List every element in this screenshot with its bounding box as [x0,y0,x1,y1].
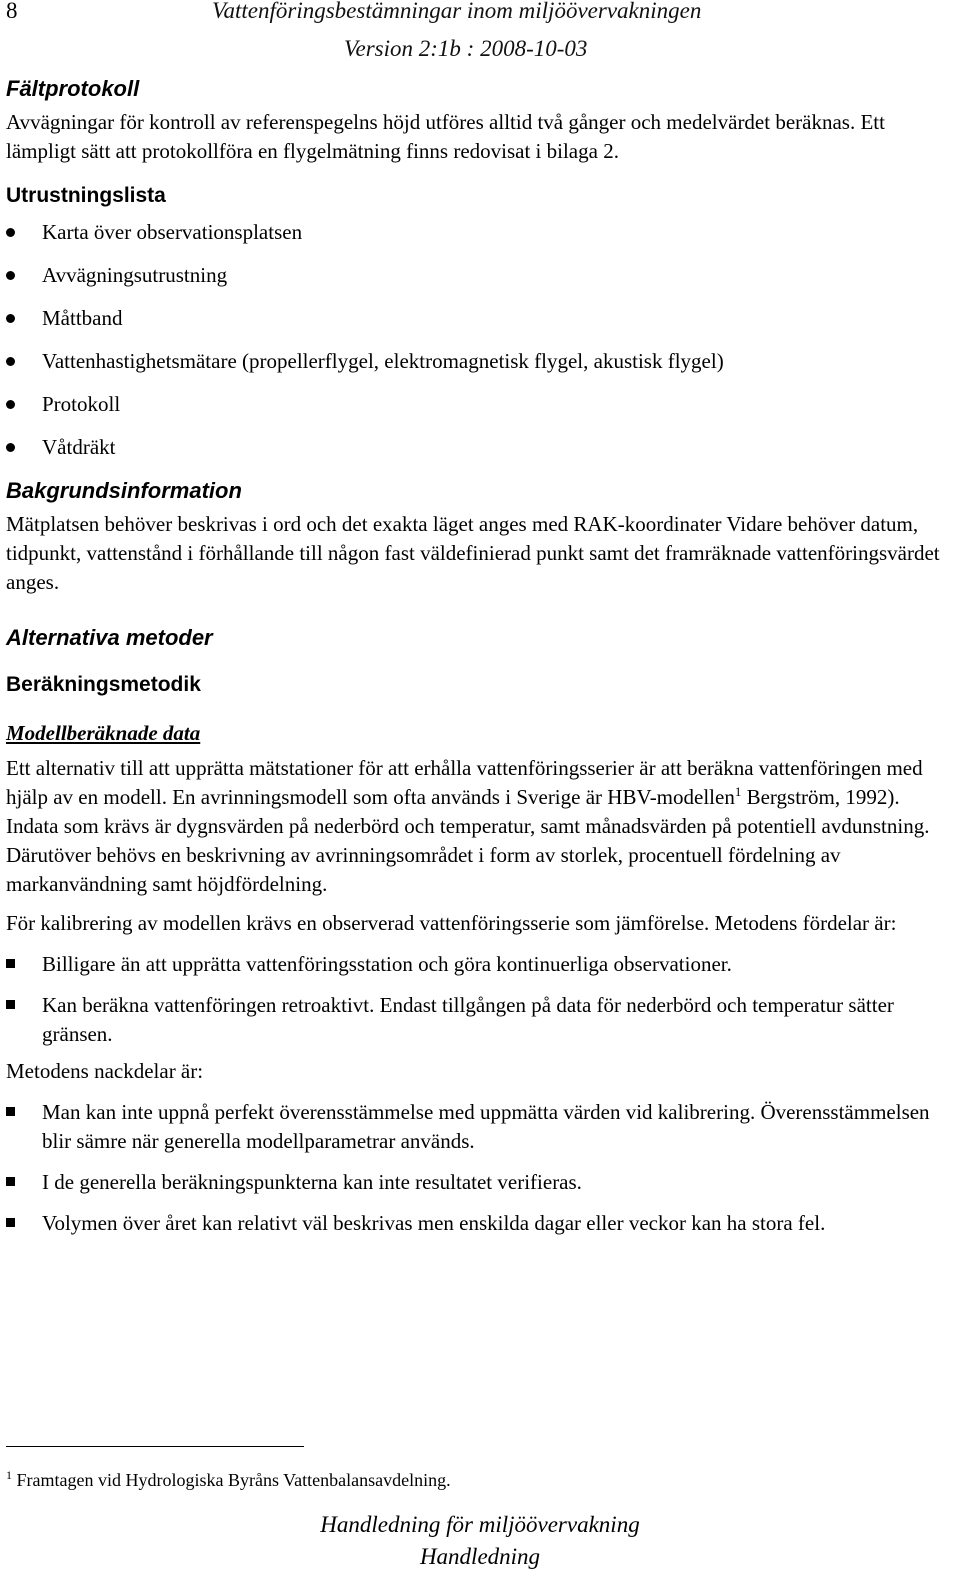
section-heading-bakgrundsinformation: Bakgrundsinformation [6,478,242,503]
section-heading-faltprotokoll: Fältprotokoll [6,76,140,101]
bullet-icon [6,314,15,323]
square-bullet-icon [6,1000,15,1009]
bullet-icon [6,357,15,366]
list-item: Våtdräkt [6,433,954,462]
footnote: $^1$ Framtagen vid Hydrologiska Byråns Vattenbalansavdelning. [6,1468,451,1490]
bullet-icon [6,400,15,409]
square-bullet-icon [6,1107,15,1116]
footnote-separator [6,1446,304,1447]
footnote-number: 1 [6,1468,12,1482]
model-paragraph: Ett alternativ till att upprätta mätstationer för att erhålla vattenföringsserier är att beräkna vattenföringen med hjälp av en modell. En avrinningsmodell som ofta används i Sverige är HBV-modellen$^1$ Bergström, 1992). Indata som krävs är dygnsvärden på nederbörd och temperatur, samt månadsvärden på potentiell avdunstning. Därutöver behövs en beskrivning av avrinningsområdet i form av storlek, procentuell fördelning av markanvändning samt höjdfördelning. [6,756,930,896]
square-bullet-icon [6,1177,15,1186]
list-item: Volymen över året kan relativt väl beskrivas men enskilda dagar eller veckor kan ha stora fel. [6,1209,954,1238]
square-bullet-icon [6,1218,15,1227]
list-item: Avvägningsutrustning [6,261,954,290]
subheading-berakningsmetodik: Beräkningsmetodik [6,673,201,696]
bullet-icon [6,271,15,280]
running-header-title: Vattenföringsbestämningar inom miljöövervakningen [212,0,702,23]
running-header-version: Version 2:1b : 2008-10-03 [344,36,588,61]
disadvantages-intro: Metodens nackdelar är: [6,1059,204,1083]
list-item: Kan beräkna vattenföringen retroaktivt. Endast tillgången på data för nederbörd och temperatur sätter gränsen. [6,991,954,1049]
list-item: Måttband [6,304,954,333]
subheading-utrustningslista: Utrustningslista [6,184,166,207]
list-item: Billigare än att upprätta vattenföringsstation och göra kontinuerliga observationer. [6,950,954,979]
calibration-paragraph: För kalibrering av modellen krävs en observerad vattenföringsserie som jämförelse. Metodens fördelar är: [6,911,897,935]
list-item: Vattenhastighetsmätare (propellerflygel, elektromagnetisk flygel, akustisk flygel) [6,347,954,376]
subsubheading-modellberaknade-data: Modellberäknade data [6,721,201,745]
bakgrund-paragraph: Mätplatsen behöver beskrivas i ord och det exakta läget anges med RAK-koordinater Vidare behöver datum, tidpunkt, vattenstånd i förhållande till någon fast väldefinierad punkt samt det framräknade vattenföringsvärdet anges. [6,512,940,594]
faltprotokoll-paragraph: Avvägningar för kontroll av referenspegelns höjd utföres alltid två gånger och medelvärdet beräknas. Ett lämpligt sätt att protokollföra en flygelmätning finns redovisat i bilaga 2. [6,110,885,163]
disadvantages-list [6,1098,954,1238]
list-item: Karta över observationsplatsen [6,218,954,247]
equipment-list [6,218,954,462]
bullet-icon [6,443,15,452]
footnote-reference: 1 [734,784,742,799]
advantages-list [6,950,954,1049]
page-number: 8 [6,0,18,23]
footer-line-2: Handledning [419,1544,541,1569]
bullet-icon [6,228,15,237]
footer-line-1: Handledning för miljöövervakning [320,1512,640,1537]
list-item: Man kan inte uppnå perfekt överensstämmelse med uppmätta värden vid kalibrering. Överensstämmelsen blir sämre när generella modellparametrar används. [6,1098,954,1156]
list-item: Protokoll [6,390,954,419]
square-bullet-icon [6,959,15,968]
page-content [6,76,954,1250]
list-item: I de generella beräkningspunkterna kan inte resultatet verifieras. [6,1168,954,1197]
section-heading-alternativa-metoder: Alternativa metoder [6,625,213,650]
